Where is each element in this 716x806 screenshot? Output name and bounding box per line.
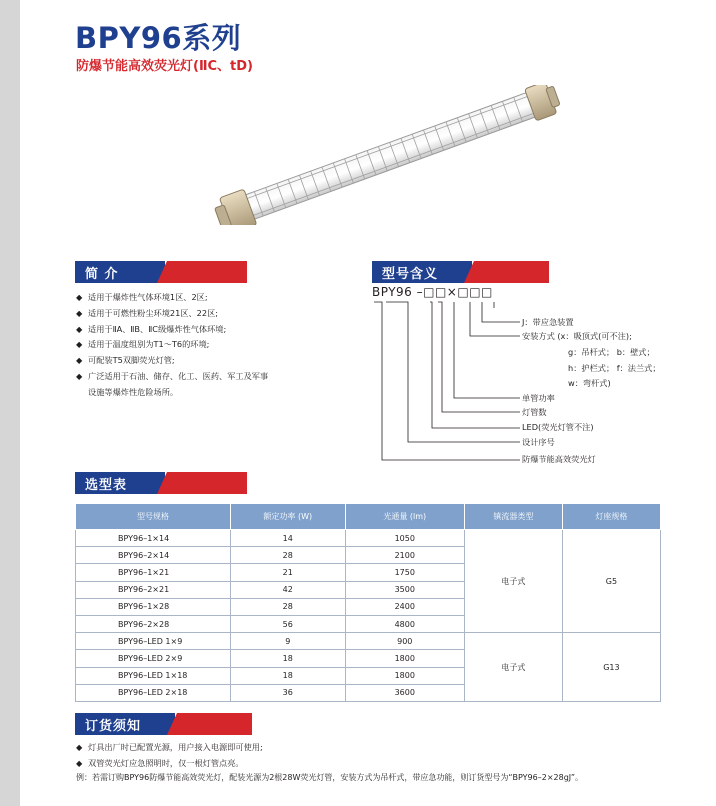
- list-item: ◆ 适用于ⅡA、ⅡB、ⅡC级爆炸性气体环境;: [76, 322, 268, 338]
- selection-section-header: [75, 472, 242, 494]
- ordering-example: 例：若需订购BPY96防爆节能高效荧光灯，配装光源为2根28W荧光灯管，安装方式为吊杆式，带应急功能，则订货型号为“BPY96–2×28gJ”。: [76, 773, 584, 782]
- cell-model: BPY96–LED 1×18: [76, 667, 231, 684]
- cell-model: BPY96–LED 2×9: [76, 650, 231, 667]
- cell-power: 9: [231, 633, 346, 650]
- list-item: ◆ 双管荧光灯应急照明时，仅一根灯管点亮。: [76, 756, 263, 772]
- cell-power: 36: [231, 684, 346, 701]
- list-item: ◆ 适用于爆炸性气体环境1区、2区;: [76, 290, 268, 306]
- cell-power: 14: [231, 530, 346, 547]
- page-title: BPY96系列: [75, 21, 242, 55]
- diamond-bullet-icon: ◆: [76, 742, 83, 752]
- ordering-heading: 订货须知: [85, 719, 142, 734]
- list-item: ◆ 可配装T5双脚荧光灯管;: [76, 353, 268, 369]
- label-mount-g: g：吊杆式； b：壁式；: [568, 347, 655, 357]
- cell-flux: 3600: [345, 684, 464, 701]
- column-header: 光通量 (lm): [345, 504, 464, 530]
- cell-ballast: 电子式: [464, 530, 562, 633]
- diamond-bullet-icon: ◆: [76, 339, 83, 350]
- cell-model: BPY96–1×14: [76, 530, 231, 547]
- cell-flux: 2400: [345, 598, 464, 615]
- intro-section-header: [75, 261, 242, 283]
- label-serial: 设计序号: [522, 437, 555, 447]
- label-emergency: J：带应急装置: [522, 317, 574, 327]
- diamond-bullet-icon: ◆: [76, 355, 83, 366]
- cell-model: BPY96–1×28: [76, 598, 231, 615]
- label-led: LED(荧光灯管不注): [522, 422, 594, 432]
- table-row: [76, 530, 661, 547]
- list-item-continuation: 设施等爆炸性危险场所。: [88, 386, 179, 397]
- list-item: ◆ 灯具出厂时已配置光源，用户接入电源即可使用;: [76, 740, 263, 756]
- model-meaning-heading: 型号含义: [382, 267, 439, 282]
- cell-power: 21: [231, 564, 346, 581]
- cell-ballast: 电子式: [464, 633, 562, 702]
- list-item: ◆ 适用于可燃性粉尘环境21区、22区;: [76, 306, 268, 322]
- diamond-bullet-icon: ◆: [76, 323, 83, 334]
- table-header-row: [76, 504, 661, 530]
- page-subtitle: 防爆节能高效荧光灯(ⅡC、tD): [76, 59, 253, 74]
- cell-flux: 3500: [345, 581, 464, 598]
- diamond-bullet-icon: ◆: [76, 307, 83, 318]
- column-header: 额定功率 (W): [231, 504, 346, 530]
- cell-flux: 1050: [345, 530, 464, 547]
- cell-flux: 1750: [345, 564, 464, 581]
- ordering-list: [76, 740, 263, 771]
- cell-model: BPY96–1×21: [76, 564, 231, 581]
- cell-power: 18: [231, 650, 346, 667]
- column-header: 灯座规格: [562, 504, 660, 530]
- table-row: [76, 633, 661, 650]
- intro-list: [76, 290, 268, 401]
- cell-model: BPY96–LED 2×18: [76, 684, 231, 701]
- cell-model: BPY96–2×28: [76, 615, 231, 632]
- label-name: 防爆节能高效荧光灯: [522, 454, 596, 464]
- label-mount: 安装方式 (x：吸顶式(可不注);: [522, 331, 632, 341]
- diamond-bullet-icon: ◆: [76, 757, 83, 768]
- cell-model: BPY96–LED 1×9: [76, 633, 231, 650]
- intro-heading: 简 介: [85, 267, 119, 282]
- cell-flux: 1800: [345, 650, 464, 667]
- cell-power: 42: [231, 581, 346, 598]
- cell-flux: 2100: [345, 547, 464, 564]
- cell-socket: G5: [562, 530, 660, 633]
- label-count: 灯管数: [522, 407, 547, 417]
- cell-socket: G13: [562, 633, 660, 702]
- cell-power: 28: [231, 547, 346, 564]
- diamond-bullet-icon: ◆: [76, 370, 83, 381]
- label-mount-h: h：护栏式； f：法兰式；: [568, 363, 661, 373]
- ordering-section-header: [75, 713, 252, 735]
- cell-model: BPY96–2×14: [76, 547, 231, 564]
- selection-heading: 选型表: [85, 478, 128, 493]
- diamond-bullet-icon: ◆: [76, 292, 83, 302]
- lamp-product-image: [205, 85, 575, 225]
- cell-power: 28: [231, 598, 346, 615]
- cell-flux: 4800: [345, 615, 464, 632]
- column-header: 镇流器类型: [464, 504, 562, 530]
- model-meaning-section-header: [372, 261, 549, 283]
- cell-flux: 1800: [345, 667, 464, 684]
- label-mount-w: w：弯杆式): [568, 378, 611, 388]
- cell-flux: 900: [345, 633, 464, 650]
- list-item: ◆ 适用于温度组别为T1～T6的环境;: [76, 337, 268, 353]
- cell-power: 56: [231, 615, 346, 632]
- cell-power: 18: [231, 667, 346, 684]
- selection-table: [75, 503, 661, 702]
- page-edge-strip: [0, 0, 20, 806]
- label-power: 单管功率: [522, 393, 555, 403]
- list-item: ◆ 广泛适用于石油、储存、化工、医药、军工及军事: [76, 369, 268, 385]
- cell-model: BPY96–2×21: [76, 581, 231, 598]
- column-header: 型号规格: [76, 504, 231, 530]
- model-code: BPY96 –□□×□□□: [372, 285, 493, 299]
